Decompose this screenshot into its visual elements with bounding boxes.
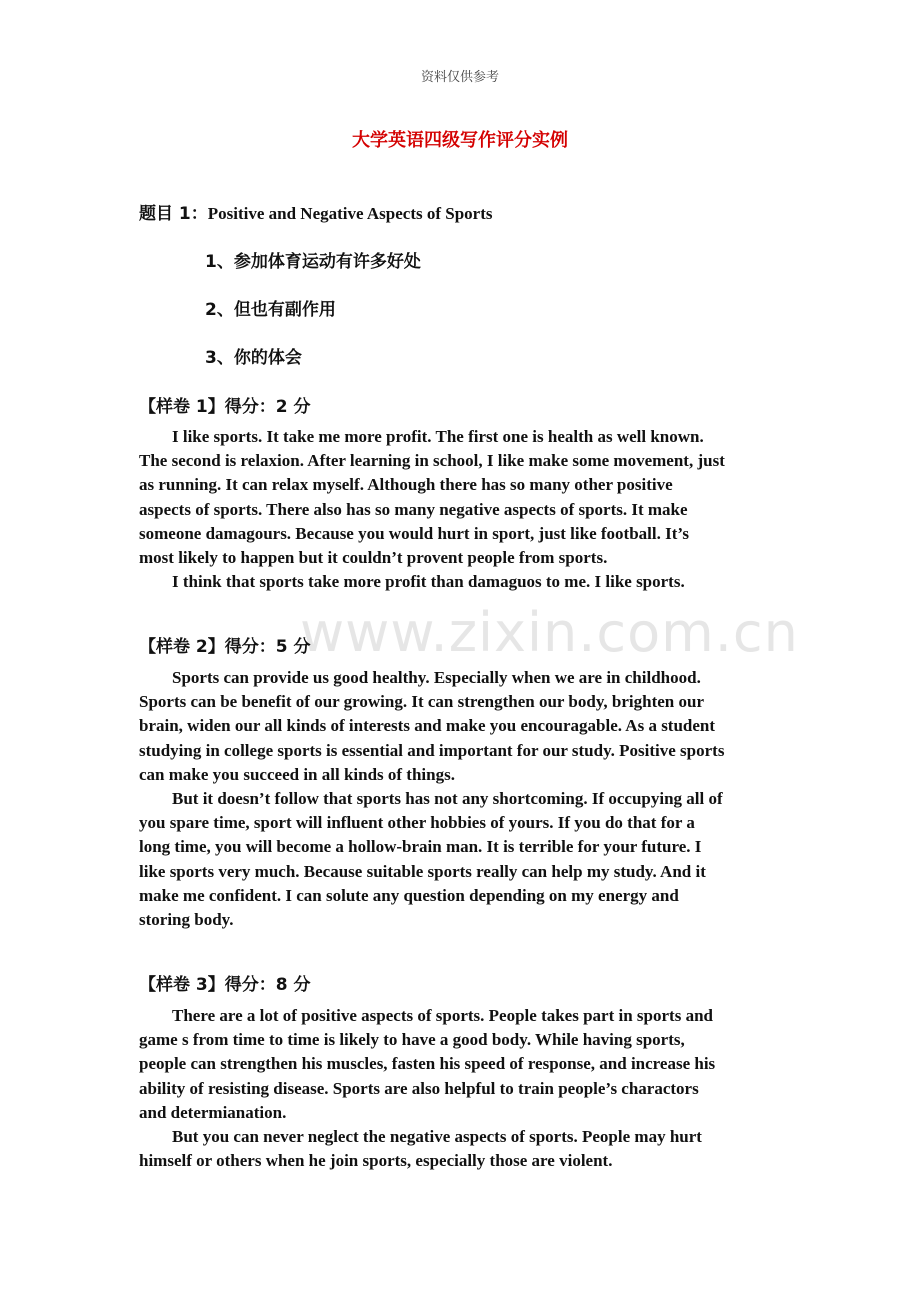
sample-3-essay (139, 1004, 789, 1173)
topic-text: Positive and Negative Aspects of Sports (207, 204, 493, 223)
sample-1-heading: 【样卷 1】得分：2 分 (139, 397, 311, 417)
essay-line: studying in college sports is essential and important for our study. Positive sports (139, 740, 725, 760)
sample-1-essay (139, 425, 789, 594)
requirement-point-3: 3、你的体会 (205, 348, 302, 368)
requirement-point-2: 2、但也有副作用 (205, 300, 336, 320)
essay-line: himself or others when he join sports, especially those are violent. (139, 1151, 613, 1171)
essay-line: But it doesn’t follow that sports has not any shortcoming. If occupying all of (172, 789, 723, 809)
sample-3-heading: 【样卷 3】得分：8 分 (139, 975, 311, 995)
essay-line: Sports can be benefit of our growing. It can strengthen our body, brighten our (139, 692, 704, 712)
essay-line: But you can never neglect the negative aspects of sports. People may hurt (172, 1127, 702, 1147)
essay-line: brain, widen our all kinds of interests and make you encouragable. As a student (139, 716, 716, 736)
sample-2-heading: 【样卷 2】得分：5 分 (139, 637, 311, 657)
essay-line: most likely to happen but it couldn’t provent people from sports. (139, 548, 608, 568)
essay-line: people can strengthen his muscles, fasten his speed of response, and increase his (139, 1054, 716, 1074)
essay-line: and determianation. (139, 1102, 287, 1122)
essay-line: can make you succeed in all kinds of things. (139, 764, 455, 784)
essay-line: ability of resisting disease. Sports are also helpful to train people’s charactors (139, 1078, 699, 1098)
essay-line: storing body. (139, 910, 234, 930)
sample-2-essay (139, 666, 789, 932)
essay-line: game s from time to time is likely to have a good body. While having sports, (139, 1030, 685, 1050)
requirement-point-1: 1、参加体育运动有许多好处 (205, 252, 421, 272)
topic-line (139, 199, 492, 224)
essay-line: like sports very much. Because suitable sports really can help my study. And it (139, 861, 706, 881)
essay-line: Sports can provide us good healthy. Especially when we are in childhood. (172, 668, 701, 687)
essay-line: I think that sports take more profit than damaguos to me. I like sports. (172, 572, 685, 592)
essay-line: There are a lot of positive aspects of sports. People takes part in sports and (172, 1006, 713, 1025)
essay-line: long time, you will become a hollow-brain man. It is terrible for your future. I (139, 837, 702, 857)
topic-label: 题目 1： (139, 204, 208, 224)
essay-line: The second is relaxion. After learning in school, I like make some movement, just (139, 451, 725, 471)
essay-line: aspects of sports. There also has so many negative aspects of sports. It make (139, 499, 688, 519)
header-note: 资料仅供参考 (420, 70, 499, 85)
essay-line: you spare time, sport will influent other hobbies of yours. If you do that for a (139, 813, 695, 833)
document-title: 大学英语四级写作评分实例 (352, 130, 568, 151)
essay-line: someone damagours. Because you would hurt in sport, just like football. It’s (139, 523, 690, 543)
essay-line: I like sports. It take me more profit. The first one is health as well known. (172, 427, 704, 446)
essay-line: as running. It can relax myself. Although there has so many other positive (139, 475, 673, 495)
watermark: www.zixin.com.cn (300, 601, 799, 664)
essay-line: make me confident. I can solute any question depending on my energy and (139, 885, 679, 905)
